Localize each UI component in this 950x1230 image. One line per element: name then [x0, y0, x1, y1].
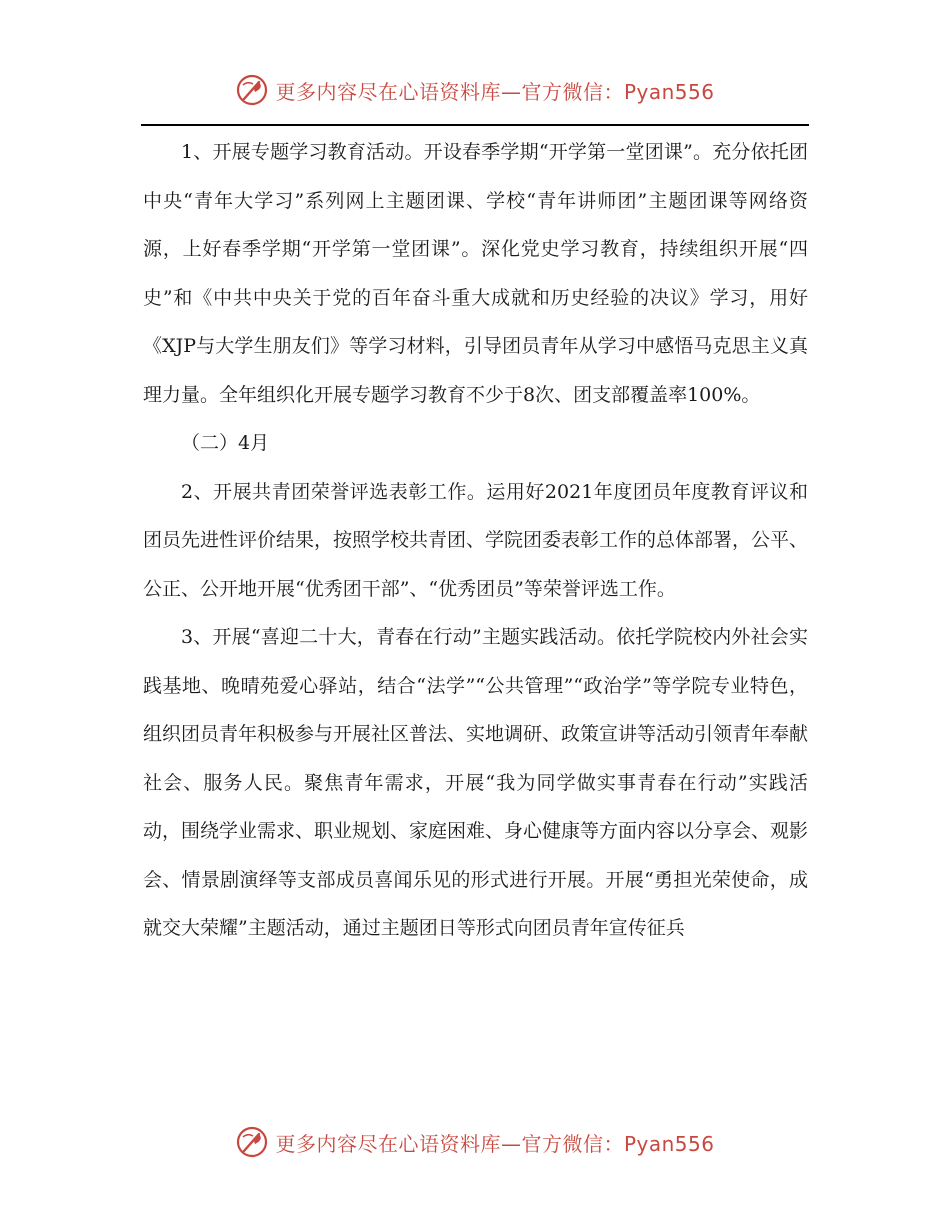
document-body [143, 128, 808, 953]
footer-watermark [0, 1122, 950, 1162]
header-watermark [0, 70, 950, 110]
paragraph-item-3: 3、开展“喜迎二十大，青春在行动”主题实践活动。依托学院校内外社会实践基地、晚晴苑爱心驿站，结合“法学”“公共管理”“政治学”等学院专业特色，组织团员青年积极参与开展社区普法、实地调研、政策宣讲等活动引领青年奉献社会、服务人民。聚焦青年需求，开展“我为同学做实事青春在行动”实践活动，围绕学业需求、职业规划、家庭困难、身心健康等方面内容以分享会、观影会、情景剧演绎等支部成员喜闻乐见的形式进行开展。开展“勇担光荣使命，成就交大荣耀”主题活动，通过主题团日等形式向团员青年宣传征兵 [143, 626, 809, 939]
header-divider [141, 124, 809, 126]
watermark-text: 更多内容尽在心语资料库—官方微信：Pyan556 [275, 79, 715, 104]
paragraph-item-2: 2、开展共青团荣誉评选表彰工作。运用好2021年度团员年度教育评议和团员先进性评价结果，按照学校共青团、学院团委表彰工作的总体部署，公平、公正、公开地开展“优秀团干部”、“优秀团员”等荣誉评选工作。 [143, 480, 809, 600]
section-heading-april: （二）4月 [181, 432, 270, 454]
quill-logo-icon [235, 1125, 269, 1159]
quill-logo-icon [235, 73, 269, 107]
paragraph-item-1: 1、开展专题学习教育活动。开设春季学期“开学第一堂团课”。充分依托团中央“青年大学习”系列网上主题团课、学校“青年讲师团”主题团课等网络资源，上好春季学期“开学第一堂团课”。深化党史学习教育，持续组织开展“四史”和《中共中央关于党的百年奋斗重大成就和历史经验的决议》学习，用好《XJP与大学生朋友们》等学习材料，引导团员青年从学习中感悟马克思主义真理力量。全年组织化开展专题学习教育不少于8次、团支部覆盖率100%。 [143, 141, 808, 406]
watermark-text: 更多内容尽在心语资料库—官方微信：Pyan556 [275, 1131, 715, 1156]
